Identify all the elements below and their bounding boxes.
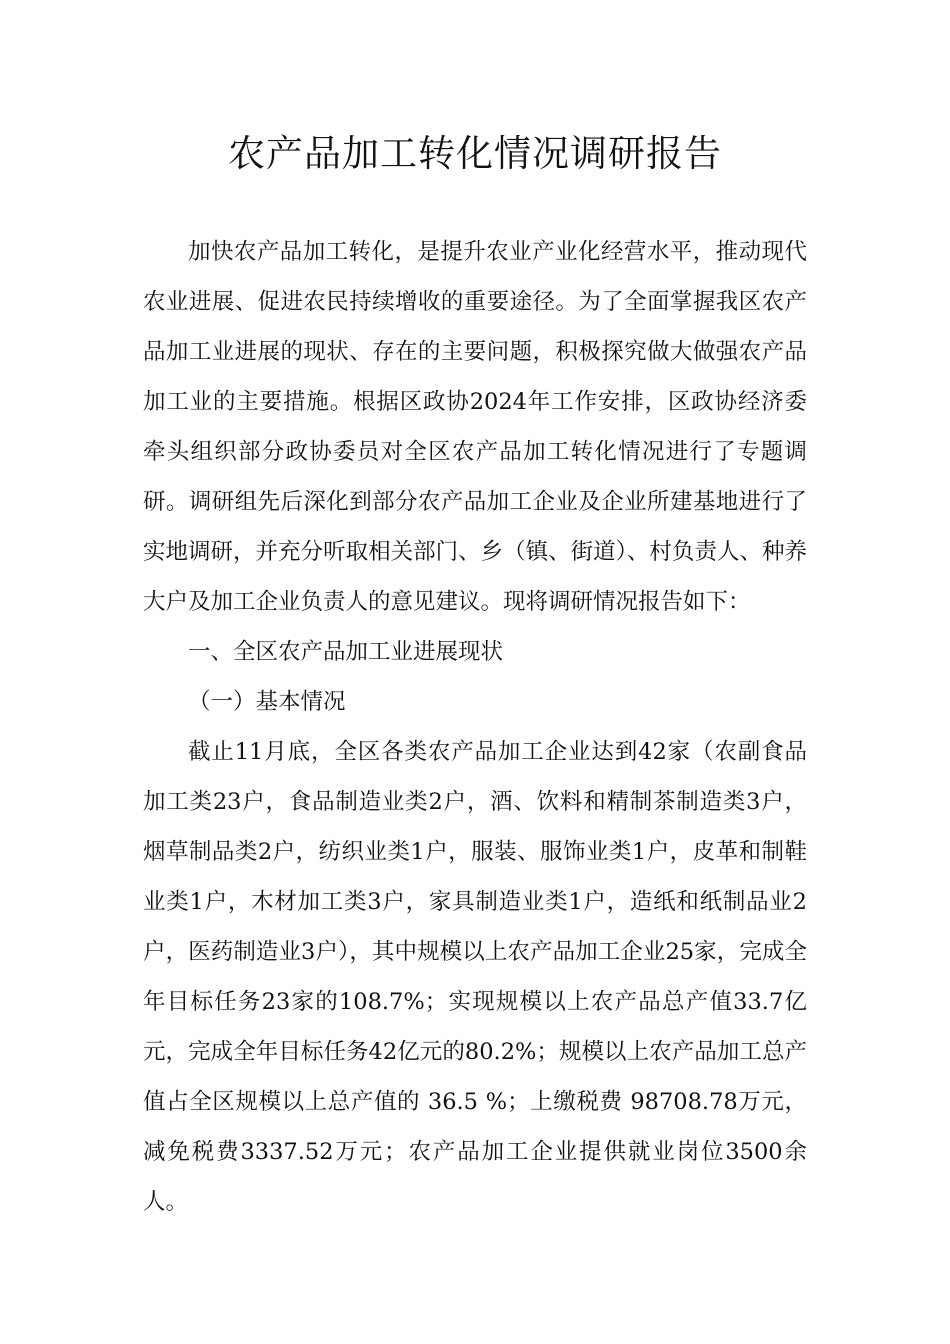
subsection-heading: （一）基本情况: [188, 689, 346, 715]
document-body: [143, 227, 807, 1227]
intro-paragraph: 加快农产品加工转化，是提升农业产业化经营水平，推动现代农业进展、促进农民持续增收的重要途径。为了全面掌握我区农产品加工业进展的现状、存在的主要问题，积极探究做大做强农产品加工业的主要措施。根据区政协2024年工作安排，区政协经济委牵头组织部分政协委员对全区农产品加工转化情况进行了专题调研。调研组先后深化到部分农产品加工企业及企业所建基地进行了实地调研，并充分听取相关部门、乡（镇、街道）、村负责人、种养大户及加工企业负责人的意见建议。现将调研情况报告如下：: [143, 239, 807, 615]
section-heading: 一、全区农产品加工业进展现状: [188, 639, 504, 665]
basic-situation-paragraph: 截止11月底，全区各类农产品加工企业达到42家（农副食品加工类23户，食品制造业类2户，酒、饮料和精制茶制造类3户，烟草制品类2户，纺织业类1户，服装、服饰业类1户，皮革和制鞋业类1户，木材加工类3户，家具制造业类1户，造纸和纸制品业2户，医药制造业3户），其中规模以上农产品加工企业25家，完成全年目标任务23家的108.7%；实现规模以上农产品总产值33.7亿元，完成全年目标任务42亿元的80.2%；规模以上农产品加工总产值占全区规模以上总产值的 36.5 %；上缴税费 98708.78万元，减免税费3337.52万元；农产品加工企业提供就业岗位3500余人。: [143, 739, 807, 1215]
document-title: 农产品加工转化情况调研报告: [228, 132, 722, 175]
